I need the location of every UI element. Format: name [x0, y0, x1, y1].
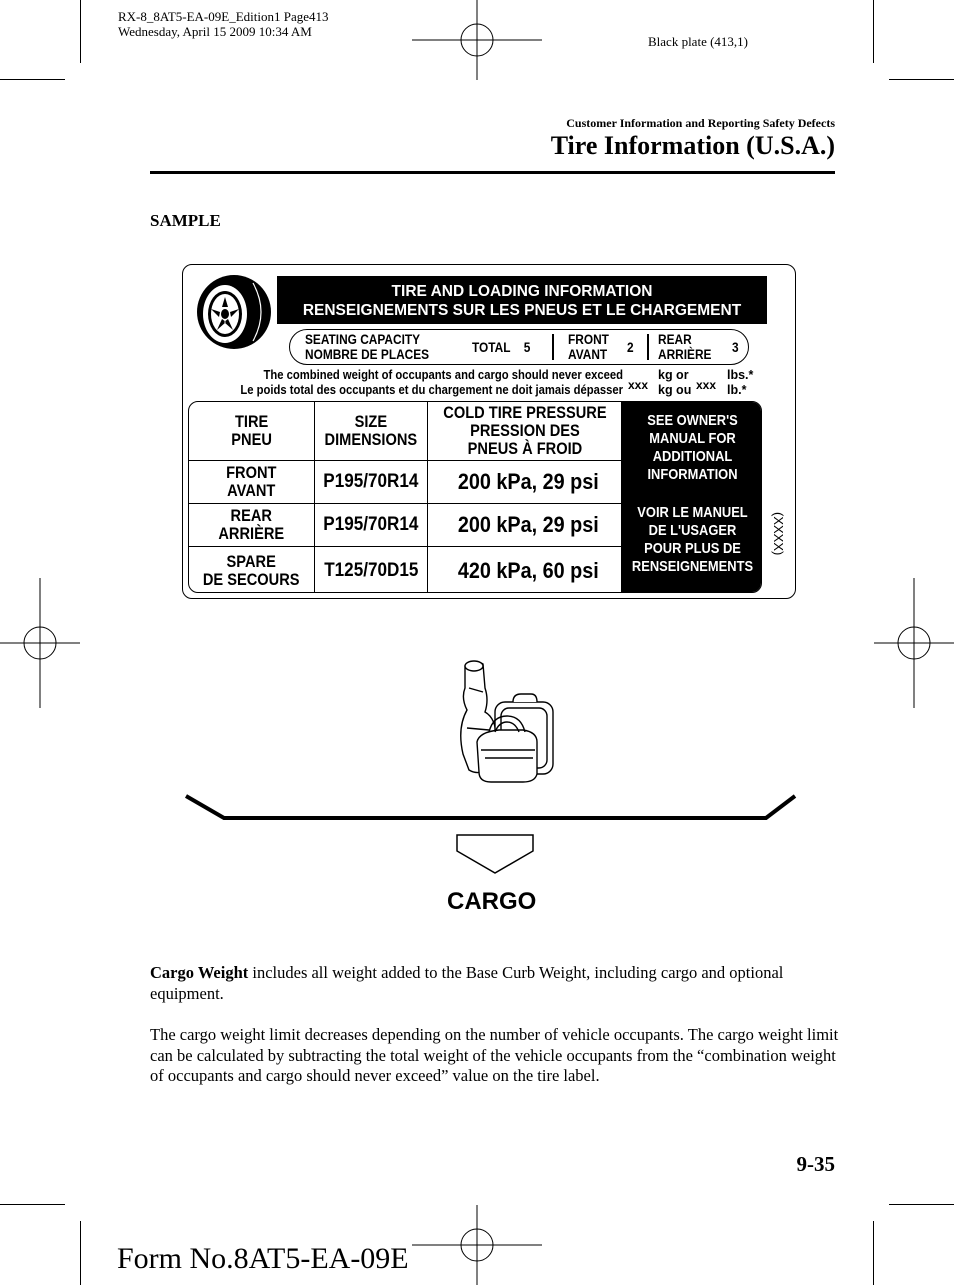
placard-title-fr: RENSEIGNEMENTS SUR LES PNEUS ET LE CHARGEMENT	[302, 302, 742, 319]
cargo-bracket	[184, 792, 798, 824]
owners-manual-note-en: SEE OWNER'S MANUAL FOR ADDITIONAL INFORMATION	[647, 412, 738, 483]
weight-kg-unit	[658, 368, 691, 398]
crop-mark	[0, 1204, 65, 1205]
weight-limit-en: The combined weight of occupants and cargo should never exceed	[263, 368, 623, 382]
page-number: 9-35	[796, 1152, 835, 1176]
crop-mark	[80, 0, 81, 63]
weight-limit-fr: Le poids total des occupants et du chargement ne doit jamais dépasser	[240, 383, 624, 397]
section-title: Customer Information and Reporting Safety Defects	[566, 116, 835, 130]
placard-title	[277, 276, 767, 324]
weight-lbs: lbs.*	[727, 368, 754, 382]
crop-mark	[80, 1221, 81, 1285]
tire-size-cell: T125/70D15	[315, 547, 428, 593]
crop-mark	[889, 1204, 954, 1205]
crop-mark	[0, 79, 65, 80]
form-number: Form No.8AT5-EA-09E	[117, 1242, 409, 1275]
weight-lb-value: xxx	[696, 378, 717, 392]
weight-lb-unit	[727, 368, 753, 398]
sample-label: SAMPLE	[150, 211, 221, 230]
term-cargo-weight: Cargo Weight	[150, 963, 249, 982]
cargo-luggage-icon	[455, 658, 560, 783]
seating-rear-en: REAR	[658, 332, 692, 347]
seating-rear	[658, 332, 711, 362]
table-head-tire: TIRE PNEU	[189, 402, 315, 461]
tire-icon	[195, 273, 273, 351]
paragraph-cargo-weight-text: includes all weight added to the Base Curb Weight, including cargo and optional equipment.	[150, 963, 784, 1003]
placard-title-en: TIRE AND LOADING INFORMATION	[391, 283, 653, 300]
table-row: SPARE DE SECOURS	[189, 547, 315, 593]
table-row: FRONT AVANT	[189, 461, 315, 504]
seating-label-en: SEATING CAPACITY	[305, 332, 421, 347]
seating-capacity-box	[289, 329, 749, 365]
cargo-label: CARGO	[447, 888, 537, 915]
table-head-size: SIZE DIMENSIONS	[315, 402, 428, 461]
owners-manual-note-fr: VOIR LE MANUEL DE L'USAGER POUR PLUS DE RENSEIGNEMENTS	[631, 504, 754, 575]
title-rule	[150, 171, 835, 174]
down-arrow-icon	[455, 833, 535, 875]
plate-info: Black plate (413,1)	[648, 34, 748, 49]
print-header-file: RX-8_8AT5-EA-09E_Edition1 Page413	[118, 9, 329, 24]
tire-size-cell: P195/70R14	[315, 504, 428, 547]
weight-kg-value: xxx	[628, 378, 649, 392]
seating-front	[568, 332, 609, 362]
tire-pressure-table	[188, 401, 762, 593]
paragraph-cargo-limit: The cargo weight limit decreases depending on the number of vehicle occupants. The cargo weight limit can be calculated by subtracting the total weight of the vehicle occupants from the “combination weight of occupants and cargo should never exceed” value on the tire label.	[150, 1025, 839, 1085]
seating-rear-fr: ARRIÈRE	[658, 347, 712, 362]
seating-total-value: 5	[523, 340, 531, 355]
seating-rear-value: 3	[732, 340, 739, 355]
registration-mark-right	[874, 578, 954, 708]
tire-pressure-cell: 200 kPa, 29 psi	[428, 504, 622, 547]
seating-front-value: 2	[627, 340, 634, 355]
seating-front-en: FRONT	[568, 332, 609, 347]
crop-mark	[873, 0, 874, 63]
placard-code: (XXXX)	[771, 512, 786, 556]
tire-pressure-cell: 200 kPa, 29 psi	[428, 461, 622, 504]
seating-front-fr: AVANT	[568, 347, 608, 362]
weight-kg-or: kg or	[658, 368, 689, 382]
table-head-pressure: COLD TIRE PRESSURE PRESSION DES PNEUS À FROID	[428, 402, 622, 461]
table-row: REAR ARRIÈRE	[189, 504, 315, 547]
registration-mark-top	[412, 0, 542, 80]
paragraph-cargo-weight	[150, 963, 840, 1004]
tire-size-cell: P195/70R14	[315, 461, 428, 504]
registration-mark-bottom	[412, 1205, 542, 1285]
registration-mark-left	[0, 578, 80, 708]
owners-manual-note	[622, 402, 762, 593]
crop-mark	[889, 79, 954, 80]
tire-pressure-cell: 420 kPa, 60 psi	[428, 547, 622, 593]
weight-kg-ou: kg ou	[658, 383, 692, 397]
print-header-date: Wednesday, April 15 2009 10:34 AM	[118, 24, 312, 39]
crop-mark	[873, 1221, 874, 1285]
seating-total	[472, 340, 530, 355]
weight-lb: lb.*	[727, 383, 747, 397]
page-title: Tire Information (U.S.A.)	[550, 131, 835, 160]
weight-limit-text	[236, 368, 623, 398]
print-header	[118, 9, 329, 39]
seating-label-fr: NOMBRE DE PLACES	[305, 347, 430, 362]
seating-total-label: TOTAL	[472, 340, 511, 355]
seating-label	[305, 332, 429, 362]
